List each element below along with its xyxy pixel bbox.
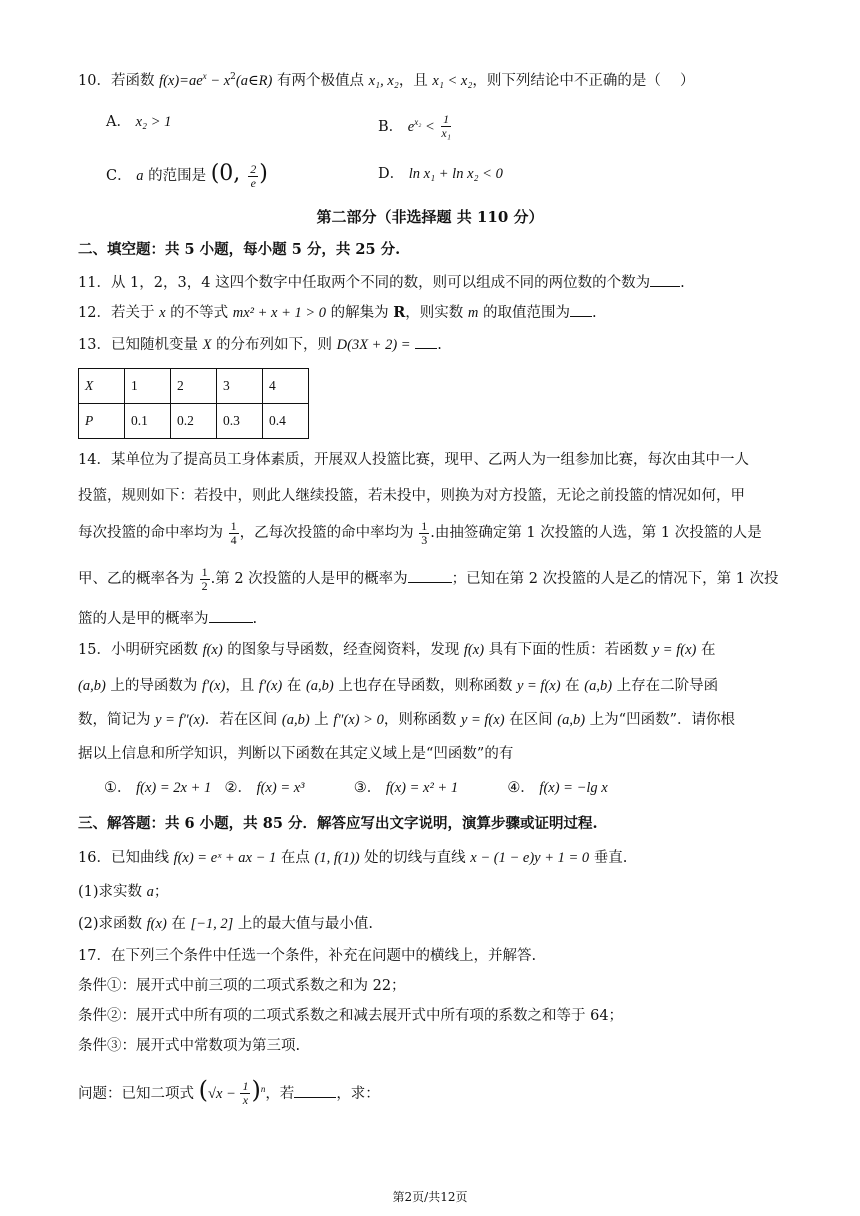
table-row [79,369,309,404]
q16-part2: (2)求函数 f(x) 在 [−1, 2] 上的最大值与最小值. [78,916,374,932]
table-cell: P [79,404,125,439]
part2-title: 第二部分（非选择题 共 110 分） [316,208,544,226]
q15-line2: (a,b) 上的导函数为 f′(x)，且 f′(x) 在 (a,b) 上也存在导函数，则称函数 y = f(x) 在 (a,b) 上存在二阶导函 [78,678,719,694]
q17-condition-1: 条件①：展开式中前三项的二项式系数之和为 22； [78,978,406,994]
section3-title: 三、解答题：共 6 小题，共 85 分．解答应写出文字说明，演算步骤或证明过程. [78,815,598,832]
q10-option-a: A． x₂ > 1 [106,114,172,130]
table-cell: 2 [171,369,217,404]
q16-stem: 16．已知曲线 f(x) = eˣ + ax − 1 在点 (1, f(1)) 处的切线与直线 x − (1 − e)y + 1 = 0 垂直. [78,850,628,866]
table-cell: 0.2 [171,404,217,439]
table-cell: 1 [125,369,171,404]
q10-stem: 10．若函数 $f(x)=ae^x$ − $x^2(a\in R)$ 有两个极值点 x₁, x₂，且 x₁ < x₂，则下列结论中不正确的是（ ） [78,71,695,89]
table-cell: 0.3 [217,404,263,439]
q13: 13．已知随机变量 X 的分布列如下，则 D(3X + 2) = . [78,334,442,355]
table-cell: 3 [217,369,263,404]
q15-line3: 数，简记为 y = f″(x)．若在区间 (a,b) 上 f″(x) > 0，则称函数 y = f(x) 在区间 (a,b) 上为“凹函数”．请你根 [78,712,735,728]
q10-option-d: D． ln x₁ + ln x₂ < 0 [378,166,503,182]
page-footer: 第2页/共12页 [392,1190,468,1204]
q16-part1: (1)求实数 a； [78,884,169,900]
table-cell: 0.4 [263,404,309,439]
q10-option-c: C． a 的范围是 (0, $\frac{2}{e}$ ) [106,161,268,190]
q11: 11．从 1，2，3，4 这四个数字中任取两个不同的数，则可以组成不同的两位数的个数为 . [78,272,685,293]
q12: 12．若关于 x 的不等式 mx² + x + 1 > 0 的解集为 R，则实数 m 的取值范围为 . [78,304,597,321]
q15-options: ①． f(x) = 2x + 1 ②． f(x) = x³ ③． f(x) = x² + 1 ④． f(x) = −lg x [104,780,608,796]
table-row [79,404,309,439]
q17-condition-2: 条件②：展开式中所有项的二项式系数之和减去展开式中所有项的系数之和等于 64； [78,1008,624,1024]
table-cell: 4 [263,369,309,404]
q14-line5: 篮的人是甲的概率为 . [78,608,257,629]
distribution-table [78,368,309,439]
q17-condition-3: 条件③：展开式中常数项为第三项. [78,1038,301,1054]
q14-line2: 投篮，规则如下：若投中，则此人继续投篮，若未投中，则换为对方投篮，无论之前投篮的情况如何，甲 [78,488,745,504]
section2-title: 二、填空题：共 5 小题，每小题 5 分，共 25 分. [78,241,401,258]
q14-line1: 14．某单位为了提高员工身体素质，开展双人投篮比赛，现甲、乙两人为一组参加比赛，每次由其中一人 [78,452,749,468]
q17-stem: 17．在下列三个条件中任选一个条件，补充在问题中的横线上，并解答. [78,948,537,964]
q10-option-b: B． $e^{x_2}$ < $\frac{1}{\text{x₁}}$ [378,112,451,141]
q15-line1: 15．小明研究函数 f(x) 的图象与导函数，经查阅资料，发现 f(x) 具有下面的性质：若函数 y = f(x) 在 [78,642,716,658]
table-cell: X [79,369,125,404]
q15-line4: 据以上信息和所学知识，判断以下函数在其定义域上是“凹函数”的有 [78,746,514,762]
table-cell: 0.1 [125,404,171,439]
q17-question: 问题：已知二项式 (√x − $\frac{1}{x}$ )$^n$，若 ，求： [78,1075,380,1108]
q14-line3: 每次投篮的命中率均为 $\frac{1}{4}$ ，乙每次投篮的命中率均为 $\frac{1}{3}$ .由抽签确定第 1 次投篮的人选，第 1 次投篮的人是 [78,518,762,547]
q14-line4: 甲、乙的概率各为 $\frac{1}{2}$ .第 2 次投篮的人是甲的概率为 ；已知在第 2 次投篮的人是乙的情况下，第 1 次投 [78,564,779,593]
